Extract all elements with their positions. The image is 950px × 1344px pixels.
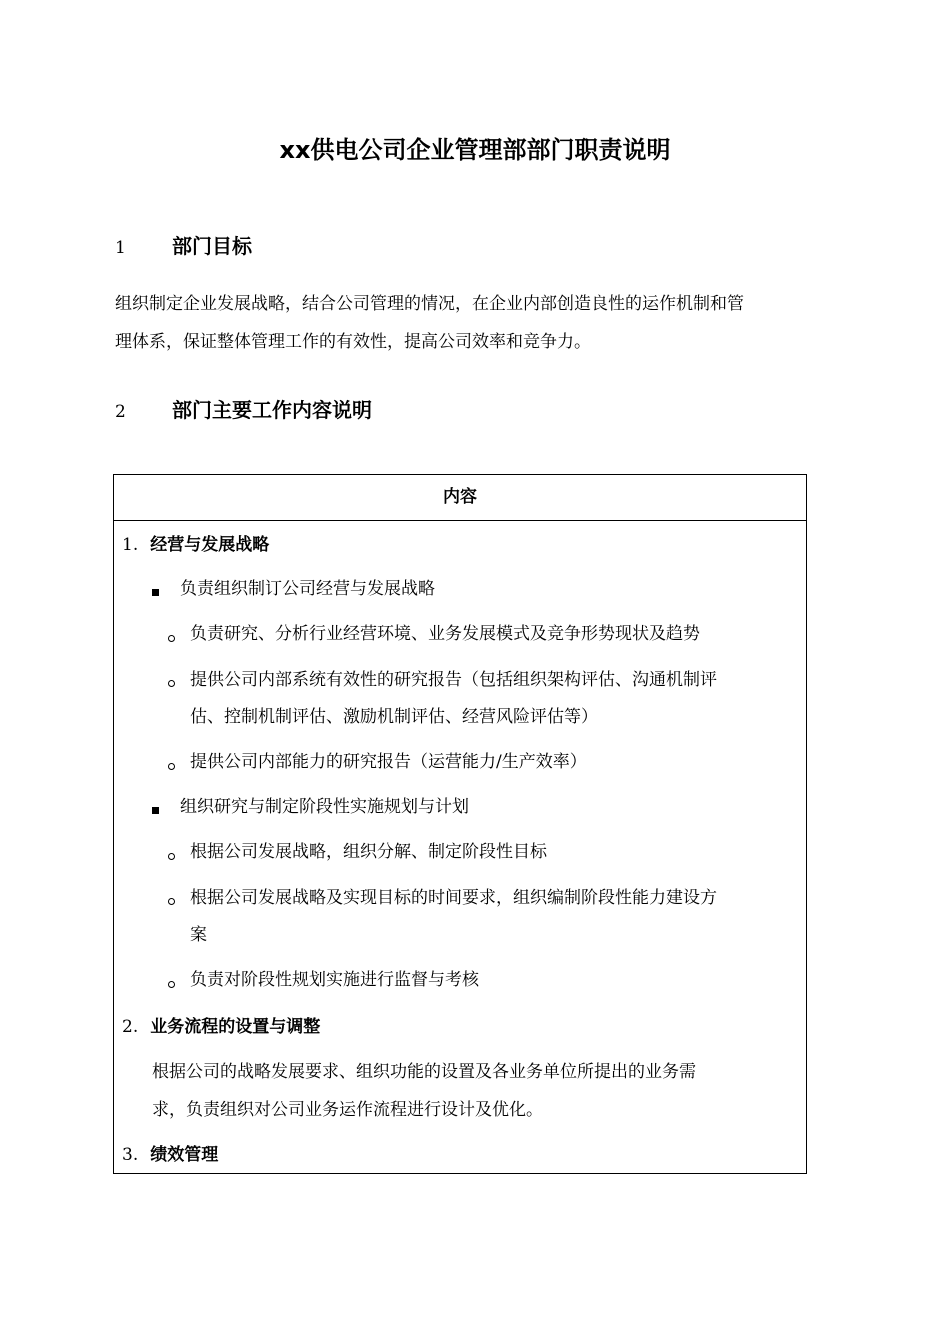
list-item: 组织研究与制定阶段性实施规划与计划	[180, 797, 469, 817]
list-item: 负责组织制订公司经营与发展战略	[180, 579, 435, 599]
item-title: 绩效管理	[150, 1145, 219, 1165]
circle-bullet-icon	[168, 635, 175, 642]
section-2-number: 2	[115, 402, 126, 422]
item-title: 经营与发展战略	[150, 535, 270, 555]
section-2-heading	[115, 392, 372, 428]
list-item: 负责对阶段性规划实施进行监督与考核	[190, 970, 479, 990]
list-item-continuation: 估、控制机制评估、激励机制评估、经营风险评估等）	[190, 707, 598, 727]
item-number: 2.	[122, 1017, 139, 1037]
table-item-3-heading	[122, 1142, 218, 1168]
content-table	[113, 474, 807, 1174]
table-item-2-heading	[122, 1014, 320, 1040]
document-title: xx供电公司企业管理部部门职责说明	[279, 136, 671, 164]
item-2-text-line: 根据公司的战略发展要求、组织功能的设置及各业务单位所提出的业务需	[152, 1062, 696, 1082]
section-1-title: 部门目标	[172, 234, 252, 258]
circle-bullet-icon	[168, 981, 175, 988]
list-item-continuation: 案	[190, 925, 207, 945]
section-1-paragraph	[115, 285, 830, 361]
circle-bullet-icon	[168, 680, 175, 687]
list-item: 根据公司发展战略及实现目标的时间要求，组织编制阶段性能力建设方	[190, 888, 717, 908]
list-item: 根据公司发展战略，组织分解、制定阶段性目标	[190, 842, 547, 862]
list-item: 提供公司内部能力的研究报告（运营能力/生产效率）	[190, 752, 587, 772]
paragraph-line: 理体系，保证整体管理工作的有效性，提高公司效率和竞争力。	[115, 332, 591, 352]
item-2-text-line: 求，负责组织对公司业务运作流程进行设计及优化。	[152, 1100, 543, 1120]
circle-bullet-icon	[168, 853, 175, 860]
paragraph-line: 组织制定企业发展战略，结合公司管理的情况，在企业内部创造良性的运作机制和管	[115, 294, 744, 314]
table-item-1-heading	[122, 532, 269, 558]
circle-bullet-icon	[168, 898, 175, 905]
item-number: 3.	[122, 1145, 139, 1165]
list-item: 提供公司内部系统有效性的研究报告（包括组织架构评估、沟通机制评	[190, 670, 717, 690]
item-title: 业务流程的设置与调整	[150, 1017, 321, 1037]
circle-bullet-icon	[168, 763, 175, 770]
table-header: 内容	[114, 475, 806, 521]
list-item: 负责研究、分析行业经营环境、业务发展模式及竞争形势现状及趋势	[190, 624, 700, 644]
square-bullet-icon	[152, 589, 159, 596]
item-number: 1.	[122, 535, 139, 555]
square-bullet-icon	[152, 807, 159, 814]
section-1-number: 1	[115, 238, 126, 258]
section-2-title: 部门主要工作内容说明	[172, 398, 372, 422]
section-1-heading	[115, 228, 252, 264]
